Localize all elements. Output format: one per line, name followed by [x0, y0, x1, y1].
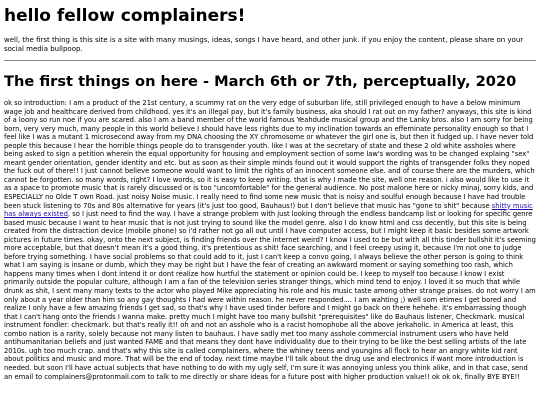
divider: [4, 60, 536, 61]
post-body: [4, 99, 536, 381]
site-title: hello fellow complainers!: [4, 6, 246, 26]
post-body-text-1: ok so introduction: I am a product of the 21st century, a scummy rat on the very edge of suburban life, still privileged enough to have a below minimum wage job and healthcare derived from childhood. yes it's an illegal pay, but it's family business, aka should I rat out on my father? anyways, this site is kind of a loony so run noe if you are scared. also I am a band member of the world famous Yeahdude musical group and the Lanky bros. also I am sorry for being born, very very much, many people in this world believe I should have less rights due to my inclination towards an effeminate personality enough so that I feel like I was a mutant 1 microsecond away from my DNA choosing the XY chromosome or whatever the girl one is, but then it fudged up. I have never told people this because I hear the horrible things people do to transgender youth. like I was at the secretary of state and these 2 old white assholes where being asked to sign a petition wherein the equal opportunity for housing and employment section of some law's wording was to be changed explaing "sex" meant gender orientation, gender identity and etc. but as soon as their simple minds found out it would support the rights of transgender folks they noped the fuck out of there!! I just cannot believe someone would want to limit the rights of an innocent someone else. and of course there are the murders, which cannot be forgotten. so many words, right? I love words, so it is easy to keep writing. that is why I made the site, well one reason. i also would like to use it as a space to promote music that is rarely discussed or is too "uncomfortable" for the general audience. No post malone here or nicky minaj, sorry kids, and ESPECIALLY no Olde T own Road. just noisy Noise music. I really need to find some new music that is noisy and soulful enough because I have had trouble been stuck listening to 70s and 80s alternative for years (it's just too good, Bauhaus!) but I don't believe that music has "gone to shit" because: [4, 99, 535, 210]
site-intro: well, the first thing is this site is a site with many musings, ideas, songs I have heard, and other junk. if you enjoy the content, please share on your social media bullpoop.: [4, 36, 524, 53]
post-title: The first things on here - March 6th or 7th, perceptually, 2020: [4, 73, 517, 90]
shitty-music-link[interactable]: shitty music has always existed: [4, 201, 533, 219]
post-body-text-2: , so I just need to find the way. I have a strange problem with just looking through the endless bandcamp list or looking for specific genre based music because I want to hear music that is not just trying to sound like the model genre. also I do know html and css decently, but this site is being created from the distraction device (mobile phone) so i'd rather not go all out until I have computer access, but I might keep it basic besides some artwork pictures in future times. okay, onto the next subject, is finding friends over the internet weird? I know I used to be but with all this tinder bullshit it's seeming more acceptable, but that doesn't mean it's a good thing. it's pretentious as shit! face searching, and I feel creepy using it, because I'm not one to judge before trying something. I have social problems so that could add to it, just I can't keep a convo going, I always believe the other person is going to think what I am saying is insane or dumb, which they may be right but I have the fear of creating an awkward moment or saying something too rash, which happens many times when I dont intend it or dont realize how hurtful the statement or opinion could be. I keep to myself too because I know I exist primarily outside the popular culture, although I am a fan of the television series stranger things, which mind tend to enjoy. I loved it so much that while drunk as shit, I sent many many texts to the actor who played Mike appreciating his role and his music taste among other strange praises. do not worry I am only about a year older than him so any gay thoughts I had were within reason. he never responded.... I am wahting ;) well som etimes I get bored and realize I only have a few amazing friends I get sad, so that's why I have used tinder before and I might go back on there hehehe. it's embarrassing though that I can't hang onto the friends I wanna make. pretty much I might have too many bullshit "prerequisites" like do Bauhaus listener, Checkmark. musical instrument fondler: checkmark. but that's really it!! oh and not an asshole who is a racist homophobe all the above jerkaholic. in America at least, this combo nation is a rarity, solely because not many listen to bauhaus. I have sadly met too many asshole commercial instrument users who have held antihumanitarian beliefs and just wanted FAME and that means they dont have individuality due to their trying to be like the best selling artists of the late 2010s. ugh too much crap. and that's why this site is called complainers, where the whiney teens and youngins all flock to hear an angry white kid rant about politics and music and more. That will be the end of today. next time maybe I'll talk about the drug use and electronics if want more introduction is needed. but soon I'll have actual subjects that have nothing to do with my ugly self, I'm sure it was annoying unless you think alike, and in that case, send an email to complainers@protonmail.com to talk to me directly or share ideas for a future post with higher production value!! ok ok ok, finally BYE BYE!!: [4, 210, 536, 381]
